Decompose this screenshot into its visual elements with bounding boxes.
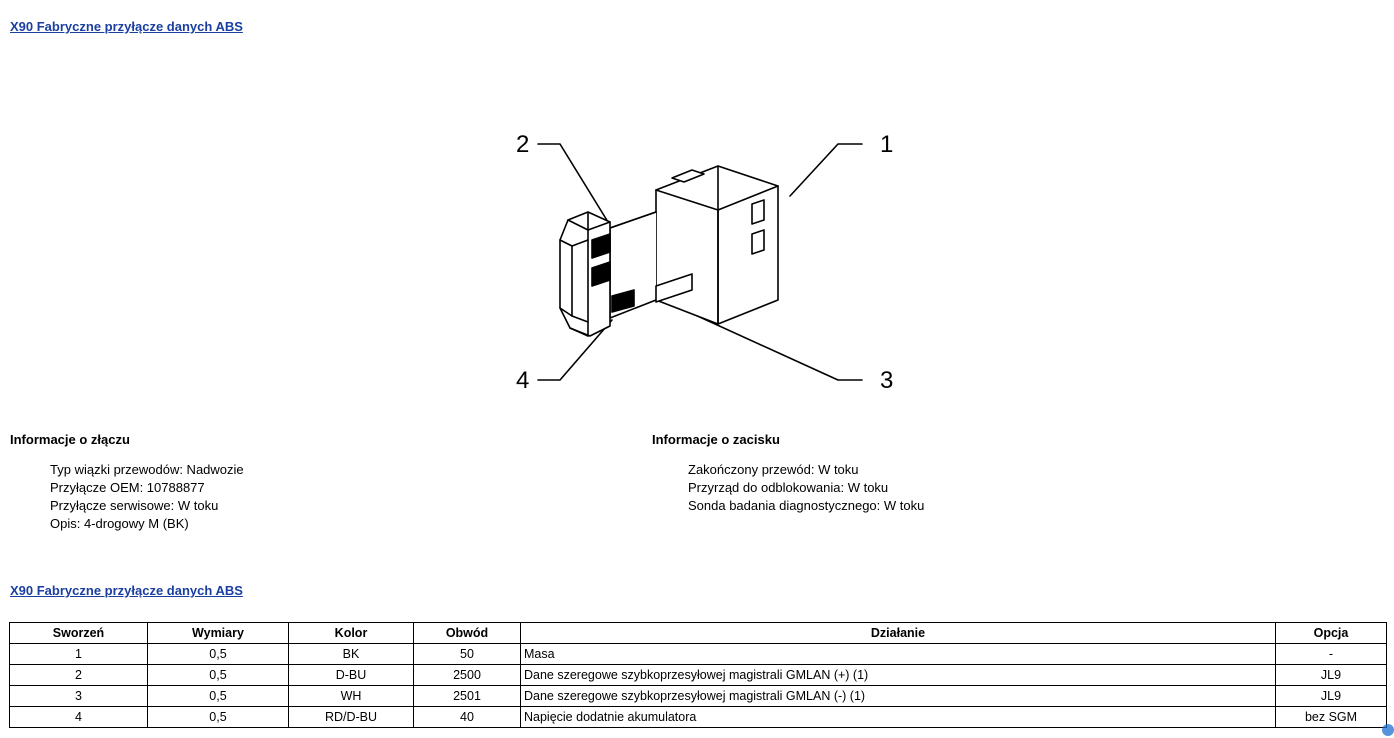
cell-pin: 1 [10, 644, 148, 665]
cell-circuit: 50 [414, 644, 521, 665]
column-header-function: Działanie [521, 623, 1276, 644]
cell-color: BK [289, 644, 414, 665]
cell-function: Dane szeregowe szybkoprzesyłowej magistrali GMLAN (-) (1) [521, 686, 1276, 707]
column-header-option: Opcja [1276, 623, 1387, 644]
cell-size: 0,5 [148, 707, 289, 728]
terminal-info-line: Przyrząd do odblokowania: W toku [688, 480, 889, 495]
column-header-color: Kolor [289, 623, 414, 644]
terminal-info-heading: Informacje o zacisku [652, 432, 780, 447]
connector-info-heading: Informacje o złączu [10, 432, 130, 447]
pin-table-container [9, 622, 1387, 728]
cell-option: JL9 [1276, 665, 1387, 686]
pin-table [9, 622, 1387, 728]
cell-option: JL9 [1276, 686, 1387, 707]
cell-color: RD/D-BU [289, 707, 414, 728]
connector-info-line: Typ wiązki przewodów: Nadwozie [50, 462, 244, 477]
terminal-info-block [652, 432, 1252, 515]
connector-illustration [460, 100, 940, 400]
table-row [10, 707, 1387, 728]
connector-info-line: Opis: 4-drogowy M (BK) [50, 516, 189, 531]
connector-info-line: Przyłącze serwisowe: W toku [50, 498, 219, 513]
page-title-link[interactable]: X90 Fabryczne przyłącze danych ABS [10, 19, 243, 34]
cell-function: Masa [521, 644, 1276, 665]
cell-option: bez SGM [1276, 707, 1387, 728]
cell-option: - [1276, 644, 1387, 665]
callout-4: 4 [516, 367, 530, 394]
connector-figure [460, 100, 940, 400]
cell-size: 0,5 [148, 665, 289, 686]
column-header-circuit: Obwód [414, 623, 521, 644]
cell-pin: 3 [10, 686, 148, 707]
table-header-row [10, 623, 1387, 644]
leader-line-2 [538, 144, 608, 222]
callout-3: 3 [880, 367, 894, 394]
cell-pin: 4 [10, 707, 148, 728]
connector-info-block [10, 432, 610, 533]
connector-info-line: Przyłącze OEM: 10788877 [50, 480, 205, 495]
cell-pin: 2 [10, 665, 148, 686]
table-row [10, 665, 1387, 686]
cell-circuit: 40 [414, 707, 521, 728]
cell-size: 0,5 [148, 644, 289, 665]
connector-info-list [10, 461, 610, 533]
cell-circuit: 2500 [414, 665, 521, 686]
cell-circuit: 2501 [414, 686, 521, 707]
terminal-info-line: Sonda badania diagnostycznego: W toku [688, 498, 925, 513]
callout-2: 2 [516, 131, 530, 158]
terminal-info-line: Zakończony przewód: W toku [688, 462, 859, 477]
cell-function: Napięcie dodatnie akumulatora [521, 707, 1276, 728]
column-header-size: Wymiary [148, 623, 289, 644]
terminal-info-list [652, 461, 1252, 515]
pin-table-title-link[interactable]: X90 Fabryczne przyłącze danych ABS [10, 583, 243, 598]
cell-function: Dane szeregowe szybkoprzesyłowej magistrali GMLAN (+) (1) [521, 665, 1276, 686]
cell-color: WH [289, 686, 414, 707]
table-row [10, 644, 1387, 665]
callout-1: 1 [880, 131, 894, 158]
page-corner-indicator [1382, 724, 1394, 736]
leader-line-1 [790, 144, 862, 196]
cell-color: D-BU [289, 665, 414, 686]
column-header-pin: Sworzeń [10, 623, 148, 644]
table-row [10, 686, 1387, 707]
cell-size: 0,5 [148, 686, 289, 707]
